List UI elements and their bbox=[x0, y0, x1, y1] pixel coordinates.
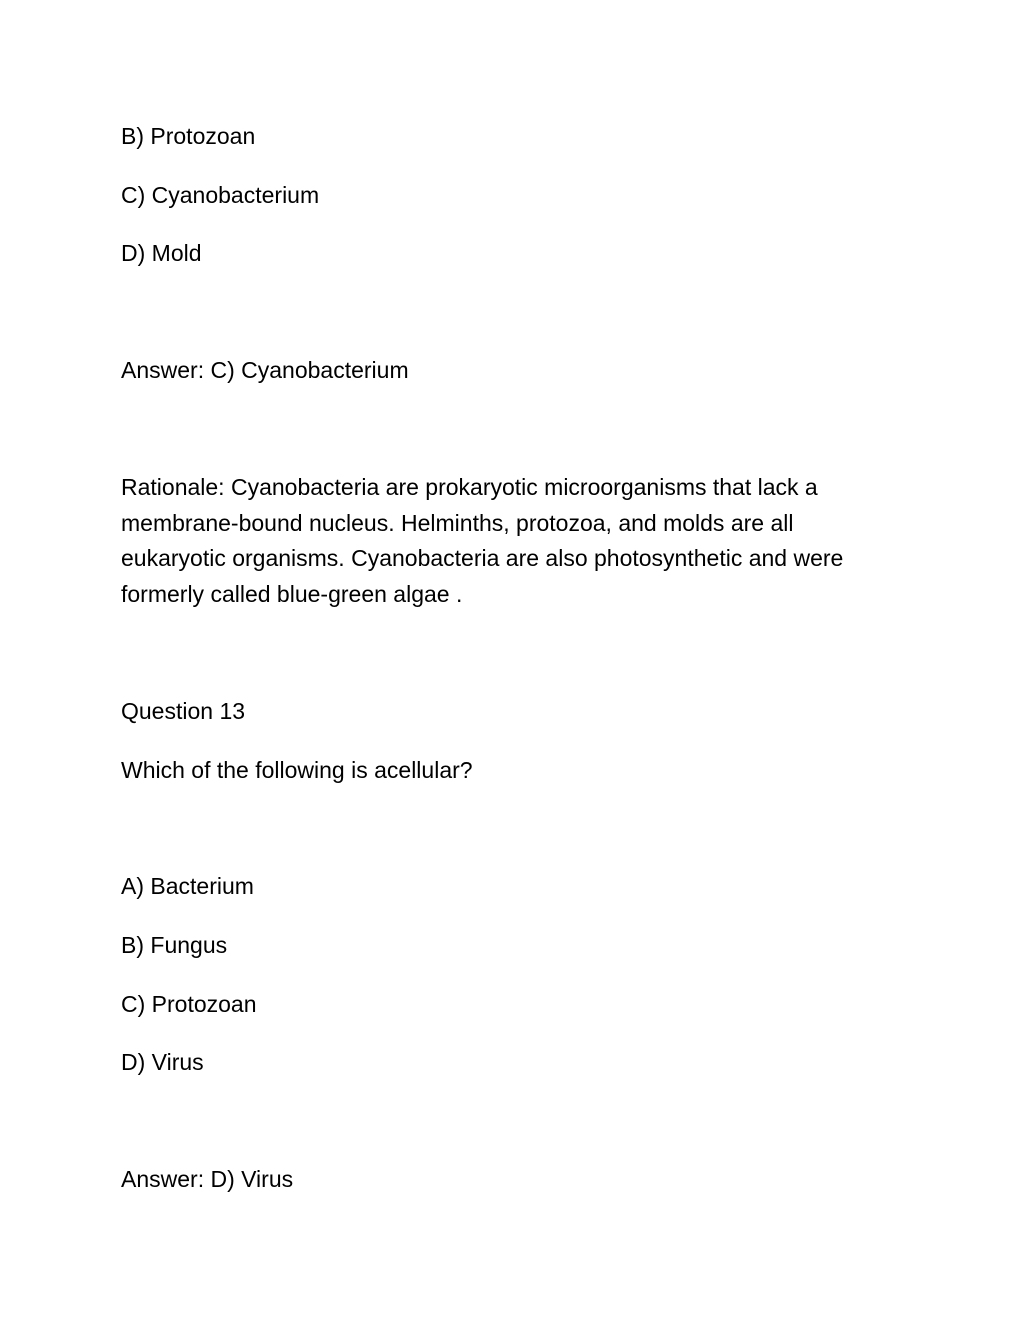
option-a: A) Bacterium bbox=[121, 873, 254, 899]
rationale-line: Rationale: Cyanobacteria are prokaryotic microorganisms that lack a bbox=[121, 474, 818, 500]
option-d: D) Mold bbox=[121, 240, 202, 266]
option-d: D) Virus bbox=[121, 1049, 204, 1075]
rationale-line: membrane-bound nucleus. Helminths, protozoa, and molds are all bbox=[121, 509, 794, 536]
question-prompt: Which of the following is acellular? bbox=[121, 757, 473, 783]
option-b: B) Fungus bbox=[121, 932, 228, 958]
option-c: C) Protozoan bbox=[121, 991, 257, 1017]
option-b: B) Protozoan bbox=[121, 123, 256, 149]
rationale-line: formerly called blue-green algae . bbox=[121, 580, 463, 607]
rationale-paragraph bbox=[121, 470, 911, 612]
answer-line: Answer: D) Virus bbox=[121, 1166, 294, 1192]
answer-line: Answer: C) Cyanobacterium bbox=[121, 357, 409, 383]
option-c: C) Cyanobacterium bbox=[121, 182, 320, 208]
rationale-line: eukaryotic organisms. Cyanobacteria are also photosynthetic and were bbox=[121, 545, 844, 571]
question-heading: Question 13 bbox=[121, 698, 246, 724]
